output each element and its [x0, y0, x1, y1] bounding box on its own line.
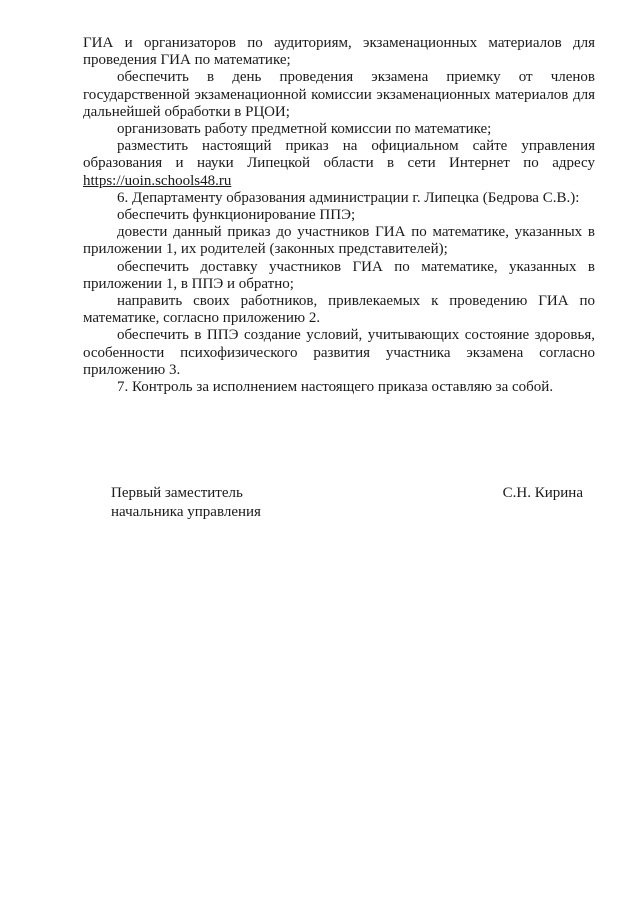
paragraph-inform-participants: довести данный приказ до участников ГИА по математике, указанных в приложении 1, их родителей (законных представителей); [83, 224, 595, 258]
paragraph-staff: направить своих работников, привлекаемых к проведению ГИА по математике, согласно приложению 2. [83, 293, 595, 327]
paragraph-item-7: 7. Контроль за исполнением настоящего приказа оставляю за собой. [117, 379, 554, 396]
paragraph-item-6: 6. Департаменту образования администрации г. Липецка (Бедрова С.В.): [117, 189, 580, 206]
paragraph-transport: обеспечить доставку участников ГИА по математике, указанных в приложении 1, в ППЭ и обратно; [83, 258, 595, 292]
signatory-title-line2: начальника управления [111, 504, 261, 520]
signatory-title [111, 484, 371, 522]
signature-block [111, 484, 583, 522]
website-link[interactable]: https://uoin.schools48.ru [83, 172, 232, 189]
paragraph-health-conditions: обеспечить в ППЭ создание условий, учитывающих состояние здоровья, особенности психофизического развития участника экзамена согласно приложению 3. [83, 327, 595, 378]
paragraph-continuation: ГИА и организаторов по аудиториям, экзаменационных материалов для проведения ГИА по математике; [83, 35, 595, 69]
paragraph-subject-commission: организовать работу предметной комиссии по математике; [117, 121, 492, 138]
publish-order-text: разместить настоящий приказ на официальном сайте управления образования и науки Липецкой области в сети Интернет по адресу [83, 138, 595, 172]
document-body [83, 35, 595, 396]
paragraph-ppe-functioning: обеспечить функционирование ППЭ; [117, 207, 356, 224]
paragraph-receive-materials: обеспечить в день проведения экзамена приемку от членов государственной экзаменационной комиссии экзаменационных материалов для дальнейшей обработки в РЦОИ; [83, 69, 595, 120]
signatory-title-line1: Первый заместитель [111, 485, 243, 501]
paragraph-publish-order [83, 138, 595, 190]
signatory-name: С.Н. Кирина [502, 485, 583, 501]
